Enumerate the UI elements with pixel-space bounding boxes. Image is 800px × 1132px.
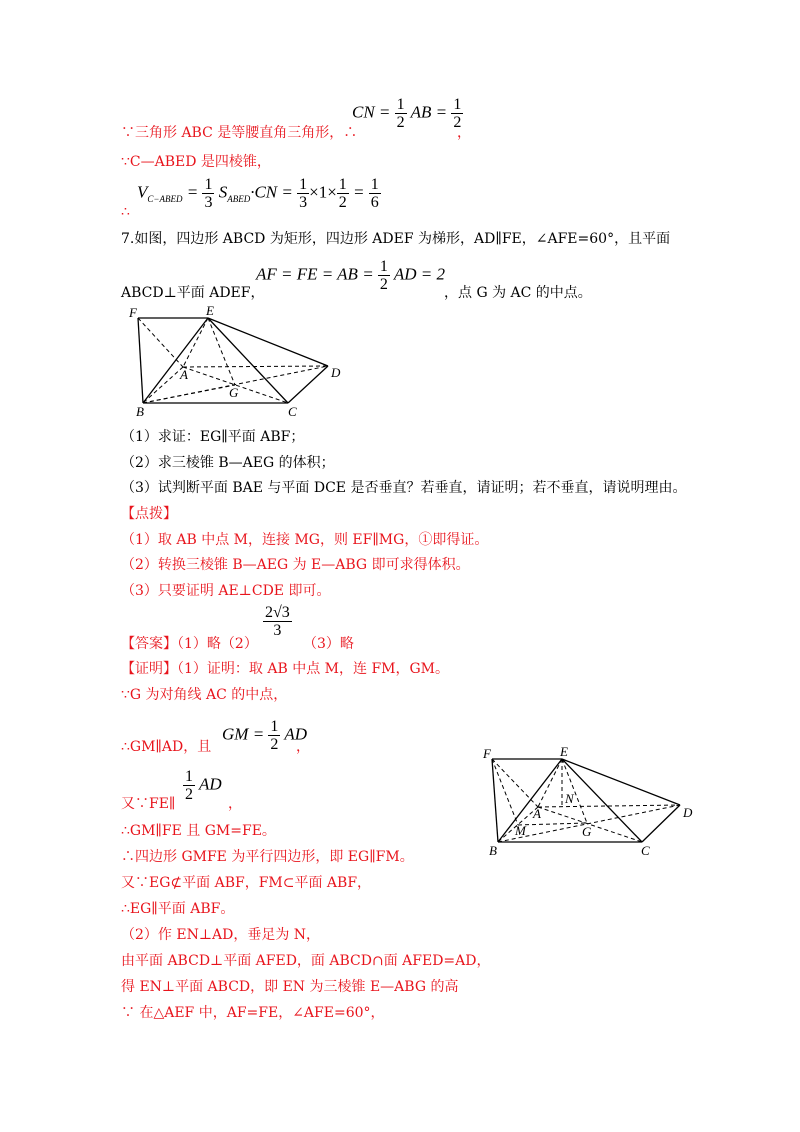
- fig2-label-a: A: [533, 806, 541, 821]
- proof-line3: ∴GM∥AD，且: [121, 739, 212, 755]
- answer-fraction: $\frac{2√3}{3}$: [265, 604, 290, 639]
- answer-part3: （3）略: [303, 636, 354, 652]
- proof-line10: 由平面 ABCD⊥平面 AFED，面 ABCD∩面 AFED=AD，: [121, 953, 491, 969]
- hint-1: （1）取 AB 中点 M，连接 MG，则 EF∥MG，①即得证。: [121, 532, 489, 548]
- proof-line5: ∴GM∥FE 且 GM=FE。: [121, 823, 276, 839]
- top-line2: ∵C—ABED 是四棱锥，: [121, 154, 271, 170]
- figure-2-diagram: [480, 745, 700, 860]
- problem-line2a: ABCD⊥平面 ADEF，: [121, 285, 265, 301]
- fig2-label-e: E: [560, 745, 568, 759]
- hint-title: 【点拨】: [121, 506, 177, 522]
- hint-3: （3）只要证明 AE⊥CDE 即可。: [121, 583, 331, 599]
- proof-line1: 【证明】（1）证明：取 AB 中点 M，连 FM，GM。: [121, 661, 450, 677]
- fig2-label-d: D: [683, 805, 693, 820]
- fig2-label-c: C: [641, 843, 650, 858]
- problem-line2b: ，点 G 为 AC 的中点。: [444, 285, 592, 301]
- fig2-label-g: G: [582, 824, 592, 839]
- proof-line4-tail: ，: [228, 796, 242, 812]
- top-line1-tail: ，: [457, 125, 471, 141]
- answer-label: 【答案】（1）略（2）: [121, 636, 258, 652]
- fig1-label-a: A: [180, 367, 188, 382]
- question-1: （1）求证：EG∥平面 ABF；: [121, 429, 305, 445]
- half-ad-formula: $\frac{1}{2}$ AD: [185, 768, 222, 803]
- question-3: （3）试判断平面 BAE 与平面 DCE 是否垂直？若垂直，请证明；若不垂直，请说明理由。: [121, 480, 687, 496]
- proof-line9: （2）作 EN⊥AD，垂足为 N，: [121, 927, 321, 943]
- problem-line1: 7.如图，四边形 ABCD 为矩形，四边形 ADEF 为梯形，AD∥FE，∠AFE=60°，且平面: [121, 231, 671, 247]
- proof-line2: ∵G 为对角线 AC 的中点，: [121, 687, 288, 703]
- top-line1: ∵三角形 ABC 是等腰直角三角形，∴: [121, 125, 358, 141]
- figure-1-diagram: [128, 305, 353, 420]
- fig1-label-d: D: [331, 365, 341, 380]
- proof-line11: 得 EN⊥平面 ABCD，即 EN 为三棱锥 E—ABG 的高: [121, 979, 459, 995]
- fig1-label-f: F: [129, 305, 137, 320]
- fig2-label-n: N: [565, 791, 574, 806]
- proof-line4: 又∵FE∥: [121, 796, 176, 812]
- fig1-label-b: B: [136, 404, 144, 419]
- volume-formula: $V_{C-ABED}$ = $\frac{1}{3}$ $S_{ABED}\cdot CN$ = $\frac{1}{3}$ ×1× $\frac{1}{2}$ = $\frac{1}{6}$: [137, 176, 379, 211]
- cn-formula: CN = $\frac{1}{2}$ AB = $\frac{1}{2}$: [352, 96, 462, 131]
- fig2-label-f: F: [483, 746, 491, 761]
- proof-line8: ∴EG∥平面 ABF。: [121, 901, 235, 917]
- proof-line12: ∵ 在△AEF 中，AF=FE，∠AFE=60°，: [121, 1005, 385, 1021]
- therefore-symbol: ∴: [121, 204, 130, 220]
- problem-formula: AF = FE = AB = $\frac{1}{2}$ AD = 2: [256, 258, 446, 293]
- proof-line3-tail: ，: [296, 739, 310, 755]
- fig1-label-e: E: [206, 305, 214, 318]
- question-2: （2）求三棱锥 B—AEG 的体积；: [121, 455, 335, 471]
- proof-line7: 又∵EG⊄平面 ABF，FM⊂平面 ABF，: [121, 875, 372, 891]
- hint-2: （2）转换三棱锥 B—AEG 为 E—ABG 即可求得体积。: [121, 557, 470, 573]
- proof-line6: ∴四边形 GMFE 为平行四边形，即 EG∥FM。: [121, 849, 414, 865]
- gm-formula: GM = $\frac{1}{2}$ AD: [222, 718, 308, 753]
- fig2-label-b: B: [489, 843, 497, 858]
- fig1-label-c: C: [288, 404, 297, 419]
- fig1-label-g: G: [229, 385, 239, 400]
- fig2-label-m: M: [515, 823, 526, 838]
